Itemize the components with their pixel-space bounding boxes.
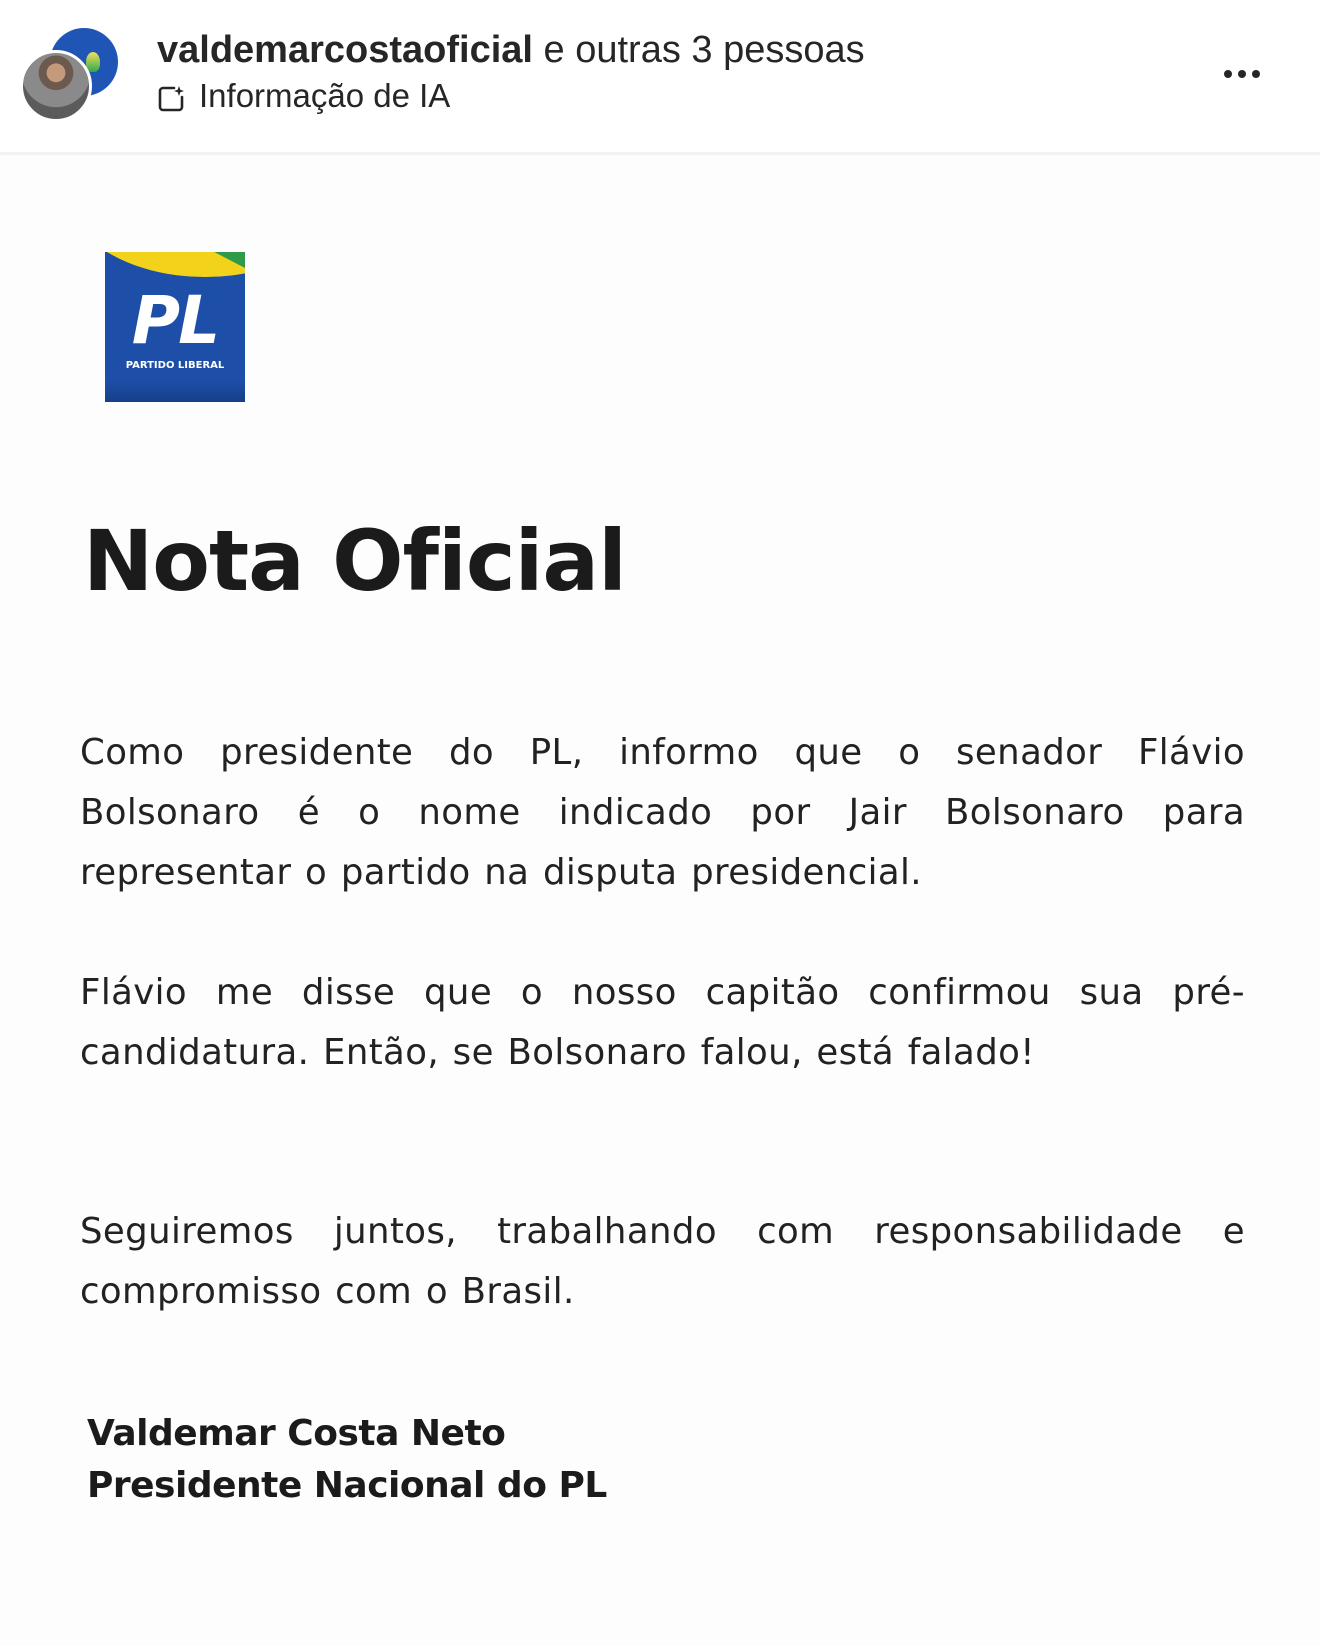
ai-info-link[interactable] <box>157 76 865 116</box>
collab-avatars[interactable] <box>20 26 120 126</box>
account-name-link[interactable]: valdemarcostaoficial <box>157 29 533 71</box>
more-options-button[interactable] <box>1212 54 1272 94</box>
post-header <box>0 0 1320 155</box>
signature-block <box>87 1408 607 1512</box>
collaborators-count-link[interactable]: e outras 3 pessoas <box>543 29 865 71</box>
more-options-icon-dot <box>1238 70 1246 78</box>
logo-subtitle: PARTIDO LIBERAL <box>125 360 225 371</box>
paragraph-1: Como presidente do PL, informo que o senador Flávio Bolsonaro é o nome indicado por Jair Bolsonaro para representar o partido na disputa presidencial. <box>80 732 1245 893</box>
collaborators-line[interactable] <box>157 26 865 74</box>
signature-role: Presidente Nacional do PL <box>87 1465 607 1506</box>
ai-info-icon <box>157 82 185 110</box>
more-options-icon <box>1224 70 1232 78</box>
more-options-icon-dot <box>1252 70 1260 78</box>
paragraph-2: Flávio me disse que o nosso capitão confirmou sua pré-candidatura. Então, se Bolsonaro falou, está falado! <box>80 972 1245 1073</box>
post-header-text <box>157 26 865 116</box>
author-avatar[interactable] <box>20 50 92 122</box>
logo-shade <box>105 380 245 402</box>
document-title: Nota Oficial <box>83 512 626 610</box>
paragraph-3: Seguiremos juntos, trabalhando com responsabilidade e compromisso com o Brasil. <box>80 1211 1245 1312</box>
signature-name: Valdemar Costa Neto <box>87 1413 506 1454</box>
logo-letters: PL <box>131 282 219 359</box>
pl-party-logo <box>105 252 245 402</box>
ai-info-label: Informação de IA <box>199 77 451 114</box>
post-image[interactable] <box>0 155 1320 1646</box>
